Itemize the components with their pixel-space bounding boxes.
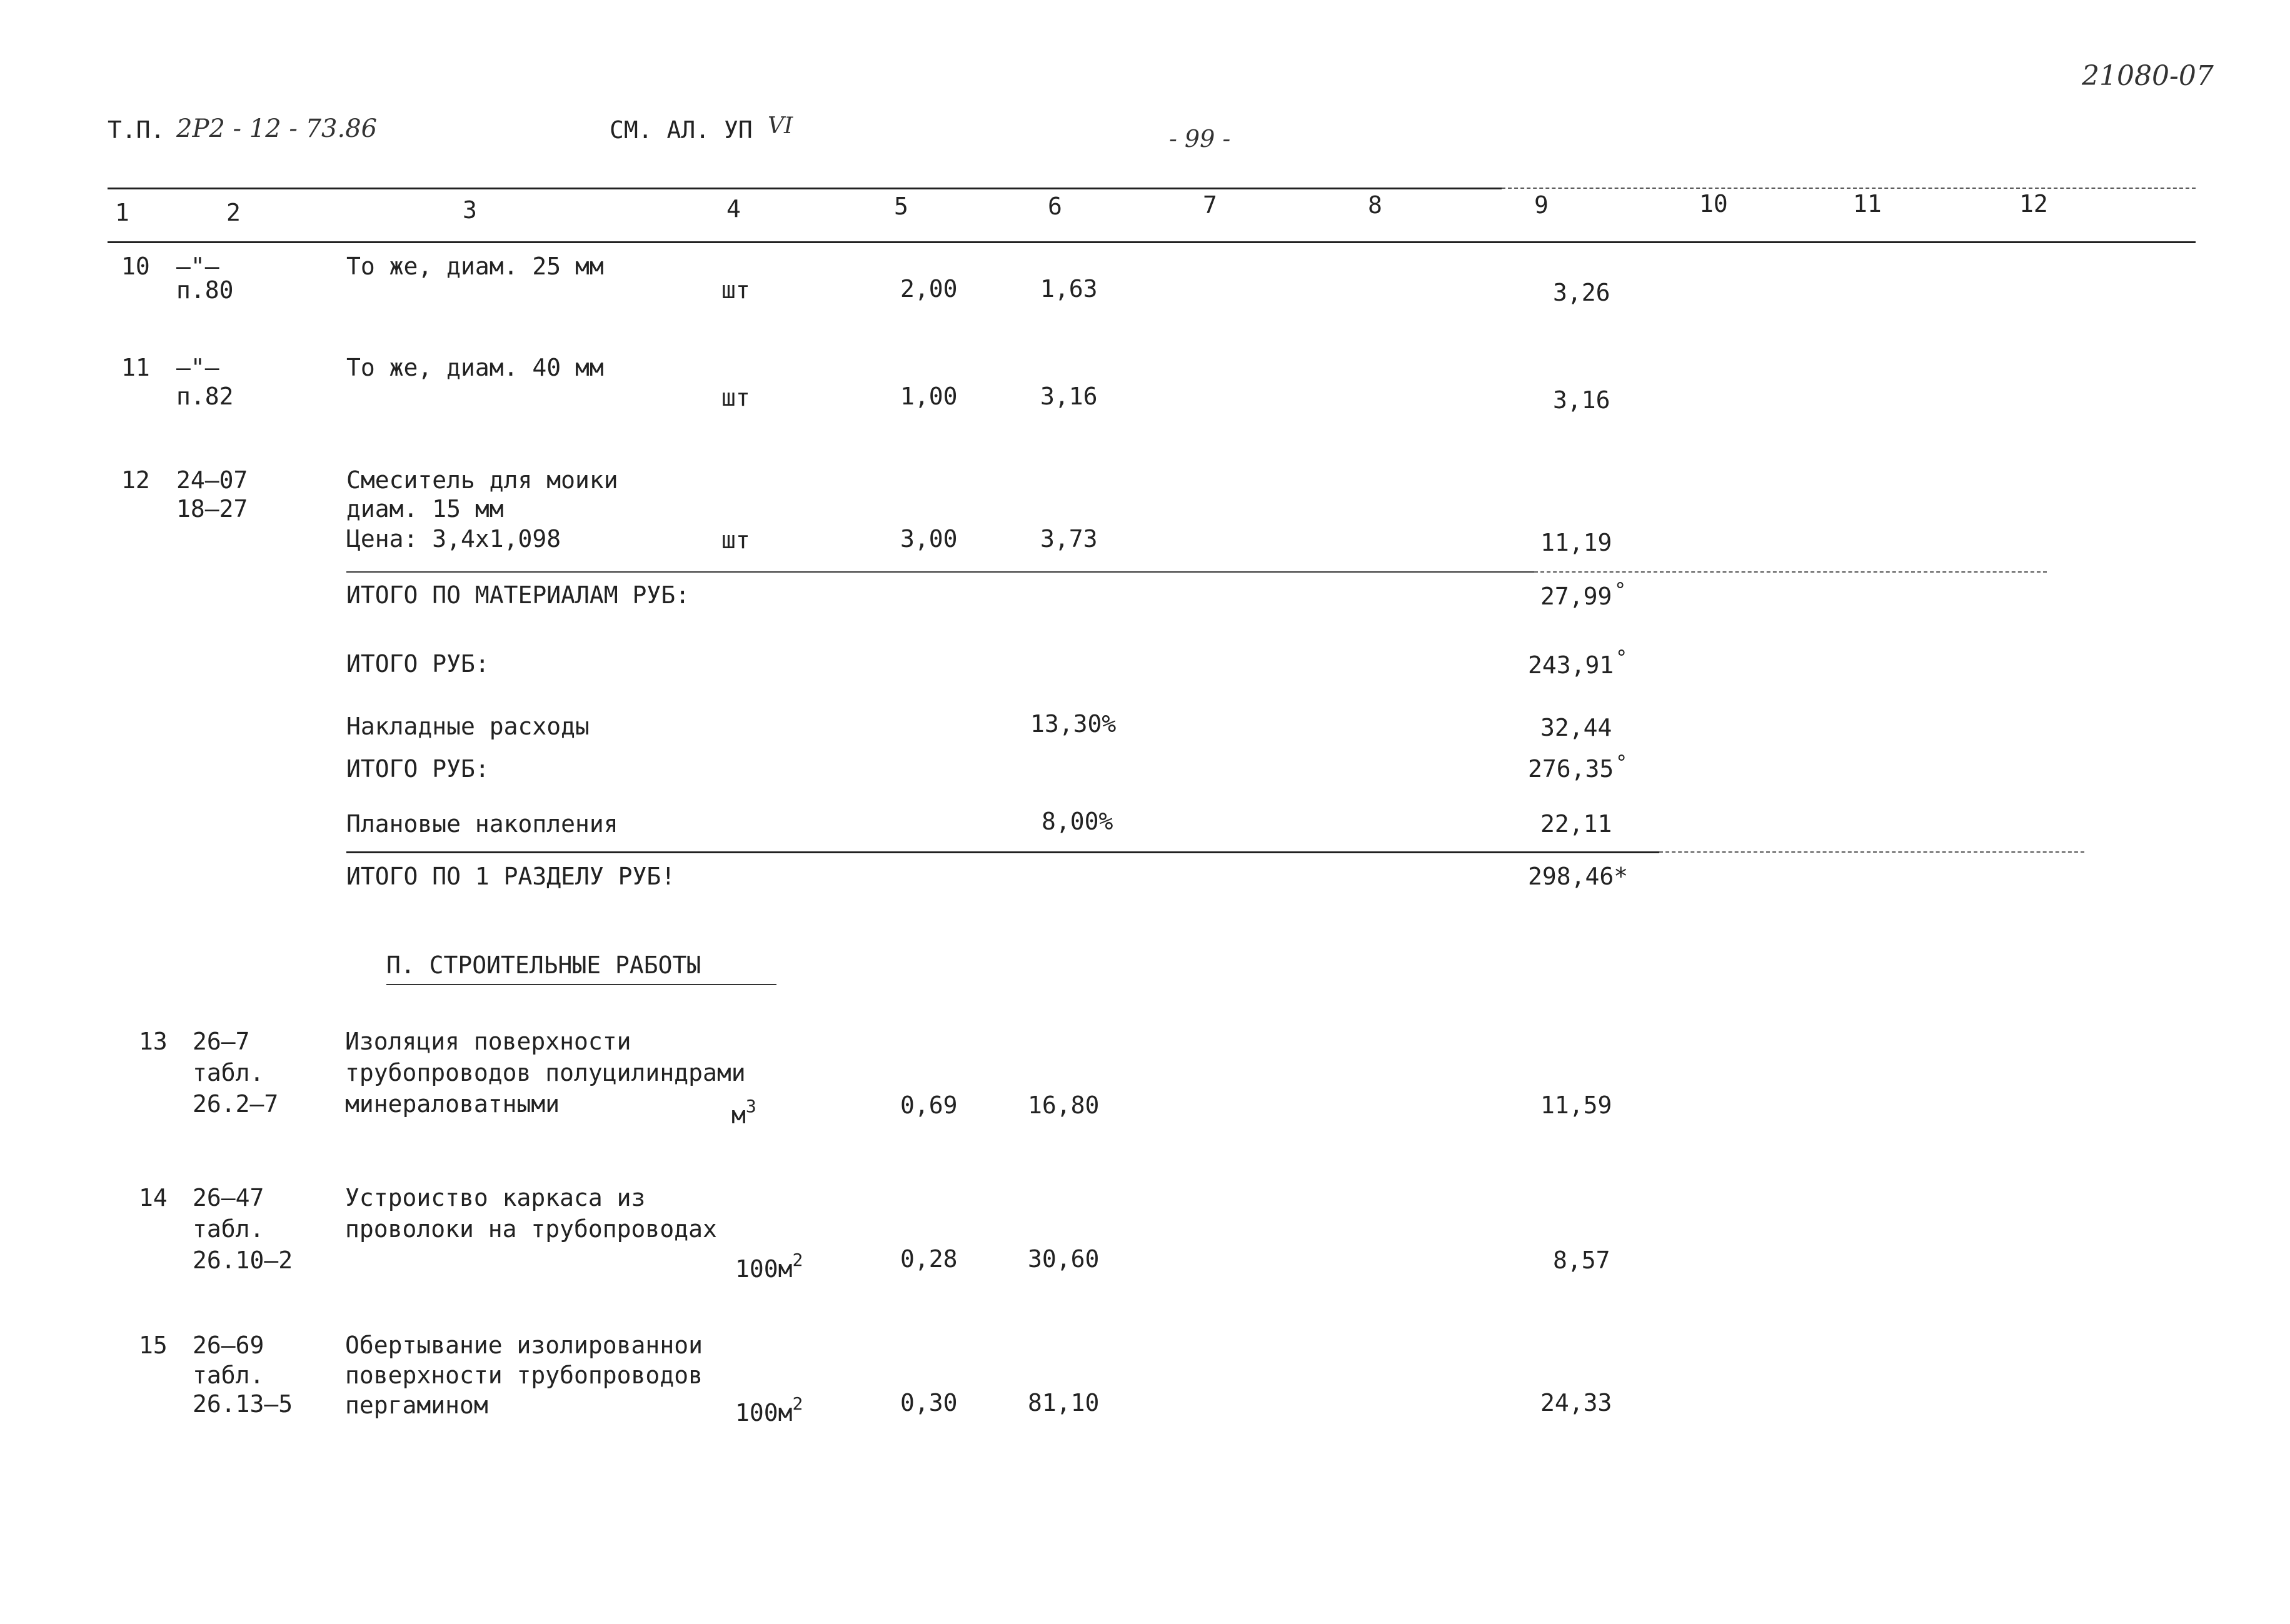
row-code: п.82: [176, 383, 234, 410]
row-unit: шт: [721, 384, 750, 411]
row-name: пергамином: [345, 1391, 488, 1419]
row-total: 3,26: [1553, 279, 1610, 306]
row-unit: $100м^2$: [735, 1250, 803, 1283]
row-code: табл.: [193, 1215, 264, 1243]
row-code: п.80: [176, 276, 234, 304]
row-qty: 2,00: [900, 275, 958, 303]
row-name: Устроиство каркаса из: [345, 1184, 646, 1211]
row-price: 30,60: [1028, 1245, 1100, 1273]
row-code: 26.13—5: [193, 1390, 293, 1418]
row-qty: 0,30: [900, 1389, 958, 1416]
row-name: диам. 15 мм: [346, 495, 504, 523]
row-name: трубопроводов полуцилиндрами: [345, 1059, 746, 1086]
section-total-rule-dashed: [1659, 851, 2084, 853]
row-code: 24—07: [176, 466, 248, 494]
row-qty: 3,00: [900, 525, 958, 553]
row-number: 15: [139, 1331, 168, 1359]
col-number-12: 12: [2019, 190, 2048, 218]
overhead-percent: 13,30%: [1030, 710, 1117, 738]
subtotal-rule-dashed: [1534, 571, 2047, 573]
planned-savings-percent: 8,00%: [1042, 808, 1113, 835]
col-number-1: 1: [115, 199, 129, 226]
row-price: 81,10: [1028, 1389, 1100, 1416]
col-number-2: 2: [226, 199, 241, 226]
row-unit: $м^3$: [731, 1096, 756, 1129]
check-mark: °: [1614, 578, 1627, 602]
col-number-10: 10: [1699, 190, 1728, 218]
row-number: 11: [121, 354, 150, 381]
subtotal-rule: [346, 571, 1534, 573]
section-title-underline: [386, 984, 776, 985]
check-mark: °: [1615, 751, 1628, 774]
row-code: 26.2—7: [193, 1090, 279, 1118]
sheet-label: СМ. АЛ. УП: [610, 116, 753, 144]
doc-prefix: Т.П.: [108, 116, 165, 144]
row-price: 1,63: [1040, 275, 1098, 303]
row-name: Обертывание изолированнои: [345, 1331, 703, 1359]
row-price: 16,80: [1028, 1091, 1100, 1119]
row-code: 26.10—2: [193, 1246, 293, 1274]
section-total-rule: [346, 851, 1659, 853]
col-number-11: 11: [1853, 190, 1882, 218]
row-number: 10: [121, 253, 150, 280]
row-unit: шт: [721, 526, 750, 554]
row-number: 14: [139, 1184, 168, 1211]
row-code: 26—69: [193, 1331, 264, 1359]
row-unit: шт: [721, 276, 750, 304]
row-price: 3,73: [1040, 525, 1098, 553]
row-code: табл.: [193, 1361, 264, 1389]
row-total: 24,33: [1540, 1389, 1612, 1416]
section-title: П. СТРОИТЕЛЬНЫЕ РАБОТЫ: [386, 951, 701, 979]
col-number-5: 5: [894, 193, 908, 220]
row-name: То же, диам. 25 мм: [346, 253, 604, 280]
row-code: 26—7: [193, 1028, 250, 1055]
planned-savings-label: Плановые накопления: [346, 810, 618, 838]
section-total-value: 298,46*: [1528, 863, 1629, 890]
row-code: —"—: [176, 354, 219, 381]
row-code: 26—47: [193, 1184, 264, 1211]
total-rub-value: 243,91: [1528, 651, 1614, 679]
materials-total-value: 27,99: [1540, 583, 1612, 610]
col-number-8: 8: [1368, 191, 1382, 219]
row-name: проволоки на трубопроводах: [345, 1215, 717, 1243]
col-number-9: 9: [1534, 191, 1549, 219]
col-number-6: 6: [1048, 193, 1062, 220]
sheet-roman: VI: [768, 113, 793, 139]
row-name: поверхности трубопроводов: [345, 1361, 703, 1389]
row-code: —"—: [176, 253, 219, 280]
row-name: Смеситель для моики: [346, 466, 618, 494]
row-name: Цена: 3,4х1,098: [346, 525, 561, 553]
row-code: 18—27: [176, 495, 248, 523]
col-number-7: 7: [1203, 191, 1217, 219]
row-total: 3,16: [1553, 386, 1610, 414]
row-name: То же, диам. 40 мм: [346, 354, 604, 381]
row-unit: $100м^2$: [735, 1393, 803, 1426]
total-rub-value-2: 276,35: [1528, 755, 1614, 783]
total-rub-label: ИТОГО РУБ:: [346, 650, 490, 678]
row-price: 3,16: [1040, 383, 1098, 410]
overhead-value: 32,44: [1540, 714, 1612, 741]
column-header-rule: [108, 241, 2196, 243]
planned-savings-value: 22,11: [1540, 810, 1612, 838]
row-total: 11,59: [1540, 1091, 1612, 1119]
table-top-rule-dashed: [1502, 188, 2196, 189]
section-total-label: ИТОГО ПО 1 РАЗДЕЛУ РУБ!: [346, 863, 676, 890]
row-qty: 0,28: [900, 1245, 958, 1273]
row-qty: 0,69: [900, 1091, 958, 1119]
archive-number: 21080-07: [2082, 60, 2214, 92]
check-mark: °: [1615, 646, 1628, 669]
row-name: Изоляция поверхности: [345, 1028, 631, 1055]
row-number: 13: [139, 1028, 168, 1055]
table-top-rule: [108, 188, 1502, 189]
overhead-label: Накладные расходы: [346, 713, 590, 740]
row-total: 8,57: [1553, 1246, 1610, 1274]
row-name: минераловатными: [345, 1090, 560, 1118]
row-qty: 1,00: [900, 383, 958, 410]
row-number: 12: [121, 466, 150, 494]
total-rub-label-2: ИТОГО РУБ:: [346, 755, 490, 783]
materials-total-label: ИТОГО ПО МАТЕРИАЛАМ РУБ:: [346, 581, 690, 609]
page-number: - 99 -: [1169, 125, 1231, 153]
row-total: 11,19: [1540, 529, 1612, 556]
col-number-4: 4: [726, 195, 741, 223]
row-code: табл.: [193, 1059, 264, 1086]
col-number-3: 3: [463, 196, 477, 224]
doc-number: 2Р2 - 12 - 73.86: [176, 114, 378, 143]
